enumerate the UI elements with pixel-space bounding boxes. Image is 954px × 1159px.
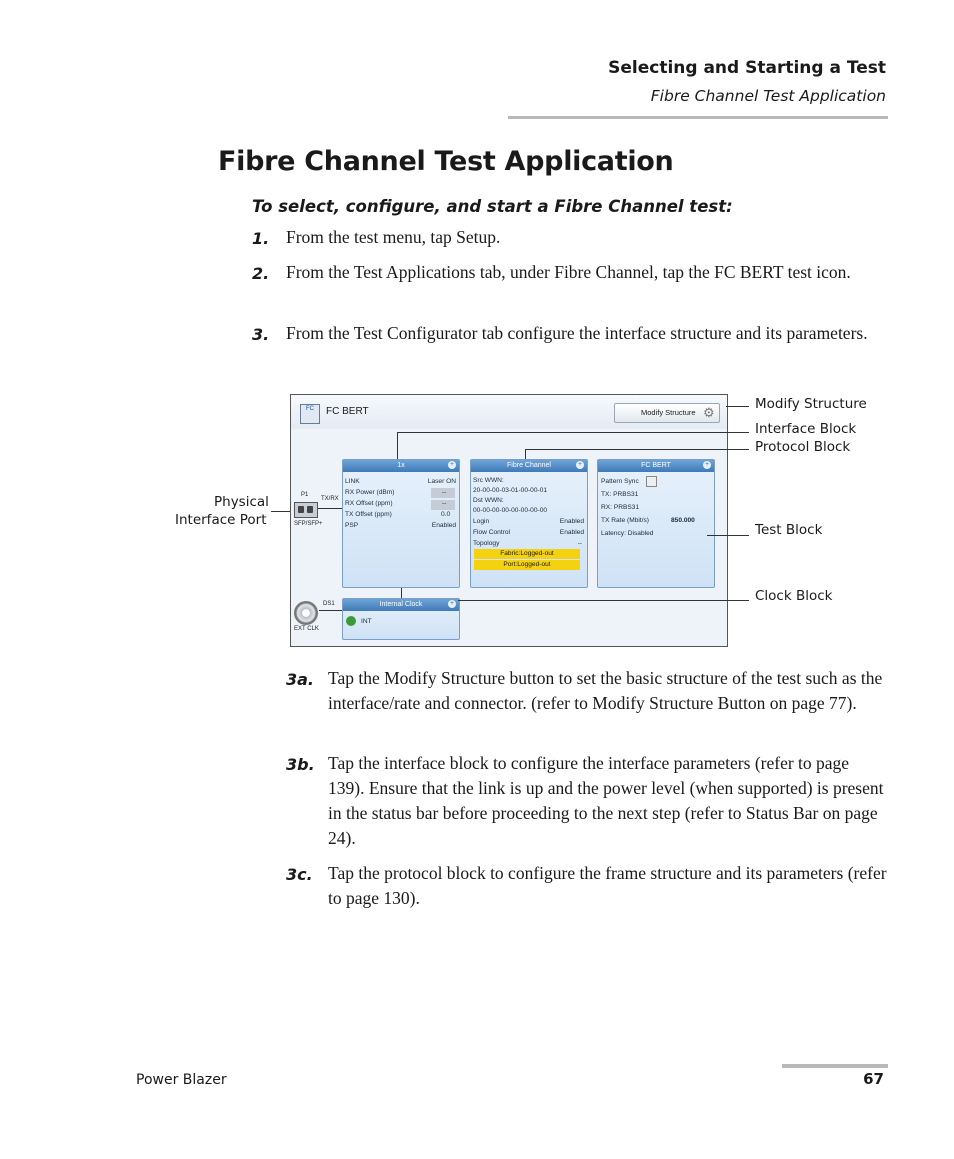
page-number: 67 bbox=[863, 1070, 884, 1088]
dst-wwn-label: Dst WWN: bbox=[473, 497, 504, 504]
if-row-label: RX Power (dBm) bbox=[345, 489, 395, 496]
page-title: Fibre Channel Test Application bbox=[218, 146, 674, 177]
callout-clock-block: Clock Block bbox=[755, 588, 833, 604]
expand-icon: + bbox=[449, 600, 455, 607]
clock-connector-line bbox=[319, 610, 342, 611]
login-value: Enabled bbox=[559, 518, 584, 525]
port-status: Port:Logged-out bbox=[474, 560, 580, 570]
dst-wwn-value: 00-00-00-00-00-00-00-00 bbox=[473, 507, 548, 514]
txrx-label: TX/RX bbox=[321, 496, 339, 502]
if-row-value: 0.0 bbox=[441, 511, 451, 518]
sfp-port-icon[interactable] bbox=[294, 502, 318, 518]
running-header-subsection: Fibre Channel Test Application bbox=[650, 87, 886, 105]
tx-pattern: TX: PRBS31 bbox=[601, 491, 639, 498]
interface-block-header: 1x + bbox=[343, 460, 459, 472]
sfp-label: SFP/SFP+ bbox=[294, 521, 323, 527]
step-number: 1. bbox=[252, 229, 270, 248]
if-row-label: RX Offset (ppm) bbox=[345, 500, 393, 507]
substep-3b-text: Tap the interface block to configure the interface parameters (refer to page 139). Ensure that the link is up and the power level (when supported) is present in the status bar before proceeding to the next step (refer to Status Bar on page 24). bbox=[328, 753, 884, 848]
protocol-block[interactable] bbox=[470, 459, 588, 588]
tx-rate-label: TX Rate (Mbit/s) bbox=[601, 517, 649, 524]
substep-3c-text: Tap the protocol block to configure the frame structure and its parameters (refer to page 130). bbox=[328, 863, 887, 908]
callout-interface-block: Interface Block bbox=[755, 421, 857, 437]
callout-modify-structure: Modify Structure bbox=[755, 396, 867, 412]
fabric-status: Fabric:Logged-out bbox=[474, 549, 580, 559]
login-label: Login bbox=[473, 518, 490, 525]
substep-number: 3a. bbox=[286, 670, 315, 689]
callout-line bbox=[525, 449, 526, 459]
ds1-label: DS1 bbox=[323, 601, 335, 607]
flow-control-label: Flow Control bbox=[473, 529, 511, 536]
src-wwn-label: Src WWN: bbox=[473, 477, 504, 484]
procedure-title: To select, configure, and start a Fibre Channel test: bbox=[252, 197, 733, 216]
step-1-text: From the test menu, tap Setup. bbox=[286, 227, 501, 247]
clock-status-icon bbox=[346, 616, 356, 626]
if-row-label: PSP bbox=[345, 522, 359, 529]
topology-label: Topology bbox=[473, 540, 500, 547]
if-row-label: LINK bbox=[345, 478, 360, 485]
callout-interface-port: Interface Port bbox=[175, 512, 267, 528]
rx-pattern: RX: PRBS31 bbox=[601, 504, 640, 511]
running-header-section: Selecting and Starting a Test bbox=[608, 58, 886, 78]
step-number: 3. bbox=[252, 325, 270, 344]
pattern-sync-icon bbox=[646, 476, 657, 487]
if-row-label: TX Offset (ppm) bbox=[345, 511, 392, 518]
interface-block[interactable] bbox=[342, 459, 460, 588]
clock-value: INT bbox=[361, 618, 372, 625]
figure-app-title: FC BERT bbox=[326, 406, 369, 417]
callout-line bbox=[525, 449, 749, 450]
src-wwn-value: 20-00-00-03-01-00-00-01 bbox=[473, 487, 548, 494]
callout-line bbox=[397, 432, 749, 433]
flow-control-value: Enabled bbox=[559, 529, 584, 536]
topology-value: -- bbox=[577, 540, 582, 547]
port-connector-line bbox=[318, 508, 342, 509]
if-row-value: Enabled bbox=[431, 522, 456, 529]
if-row-value: Laser ON bbox=[427, 478, 456, 485]
substep-number: 3c. bbox=[286, 865, 313, 884]
expand-icon: + bbox=[577, 461, 583, 468]
footer-product: Power Blazer bbox=[136, 1072, 227, 1088]
modify-structure-label: Modify Structure bbox=[641, 408, 696, 417]
pattern-sync-label: Pattern Sync bbox=[601, 478, 639, 485]
latency-status: Latency: Disabled bbox=[601, 530, 654, 537]
expand-icon: + bbox=[704, 461, 710, 468]
extclk-label: EXT CLK bbox=[294, 626, 319, 632]
step-2-text: From the Test Applications tab, under Fibre Channel, tap the FC BERT test icon. bbox=[286, 262, 851, 282]
callout-physical: Physical bbox=[214, 494, 269, 510]
header-rule bbox=[508, 116, 888, 119]
callout-protocol-block: Protocol Block bbox=[755, 439, 851, 455]
expand-icon: + bbox=[449, 461, 455, 468]
if-row-value: -- bbox=[442, 500, 447, 507]
if-row-value: -- bbox=[442, 489, 447, 496]
step-number: 2. bbox=[252, 264, 270, 283]
ext-clock-connector-icon[interactable] bbox=[294, 601, 318, 625]
protocol-block-header: Fibre Channel + bbox=[471, 460, 587, 472]
test-block[interactable] bbox=[597, 459, 715, 588]
callout-test-block: Test Block bbox=[755, 522, 823, 538]
callout-line bbox=[707, 535, 749, 536]
substep-number: 3b. bbox=[286, 755, 315, 774]
callout-line bbox=[271, 511, 290, 512]
footer-rule bbox=[782, 1064, 888, 1068]
callout-line bbox=[726, 406, 749, 407]
gear-icon: ⚙ bbox=[703, 405, 715, 420]
step-3-text: From the Test Configurator tab configure the interface structure and its parameters. bbox=[286, 323, 868, 343]
callout-line bbox=[458, 600, 749, 601]
test-block-header: FC BERT + bbox=[598, 460, 714, 472]
port-label: P1 bbox=[301, 492, 309, 498]
substep-3a-text: Tap the Modify Structure button to set the basic structure of the test such as the interface/rate and connector. (refer to Modify Structure Button on page 77). bbox=[328, 668, 883, 713]
modify-structure-button[interactable] bbox=[614, 403, 720, 423]
fc-app-icon: FC bbox=[300, 404, 320, 424]
clock-block-header: Internal Clock + bbox=[343, 599, 459, 611]
tx-rate-value: 850.000 bbox=[671, 517, 695, 524]
clock-block[interactable] bbox=[342, 598, 460, 640]
callout-line bbox=[397, 432, 398, 459]
